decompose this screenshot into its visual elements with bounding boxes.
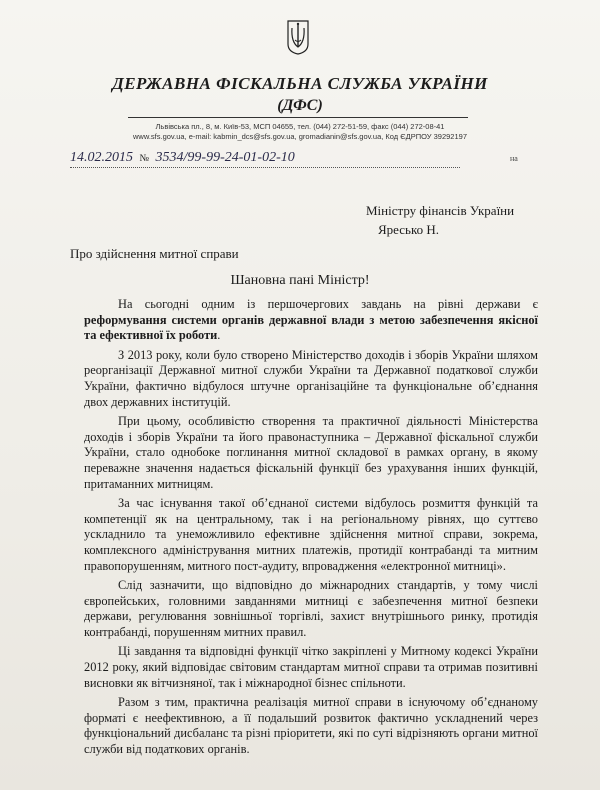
letterhead-divider (128, 117, 468, 118)
address-line-2: www.sfs.gov.ua, e-mail: kabmin_dcs@sfs.gov.ua, gromadianin@sfs.gov.ua, Код ЄДРПОУ 39292197 (132, 132, 467, 141)
paragraph-2: З 2013 року, коли було створено Міністерство доходів і зборів України шляхом реорганізації Державної митної служби України та Державної податкової служби України, фактично відбулося штучне організаційне та функціональне об’єднання двох державних інституцій. (84, 347, 538, 409)
letter-body (84, 297, 538, 762)
paragraph-3: При цьому, особливістю створення та практичної діяльності Міністерства доходів і зборів України та його правонаступника – Державної фіскальної служби України, стало однобоке поглинання митної складової в рамках органу, в якому переважне значення надається фіскальній функції без урахування інших функцій, притаманних митницям. (84, 414, 538, 491)
paragraph-7: Разом з тим, практична реалізація митної справи в існуючому об’єднаному форматі є неефективною, а її подальший розвиток фактично ускладнений через функціональний дисбаланс та різні пріоритети, які по суті відрізняють органи митної служби від податкових органів. (84, 695, 538, 757)
org-abbreviation: (ДФС) (277, 97, 323, 114)
paragraph-6: Ці завдання та відповідні функції чітко закріплені у Митному кодексі України 2012 року, який відповідає світовим стандартам митної справи та отримав позитивні висновки як вітчизняної, так і міжнародної бізнес спільноти. (84, 644, 538, 690)
paragraph-1 (84, 297, 538, 344)
paragraph-1-lead: На сьогодні одним із першочергових завдань на рівні держави є (118, 297, 538, 311)
addressee-name: Яресько Н. (378, 222, 440, 237)
address-line-1: Львівська пл., 8, м. Київ-53, МСП 04655, тел. (044) 272-51-59, факс (044) 272-08-41 (155, 122, 445, 131)
addressee-position: Міністру фінансів України (366, 203, 515, 218)
paragraph-1-end: . (217, 328, 221, 343)
salutation: Шановна пані Міністр! (230, 273, 370, 288)
org-name: ДЕРЖАВНА ФІСКАЛЬНА СЛУЖБА УКРАЇНИ (112, 74, 488, 93)
paragraph-5: Слід зазначити, що відповідно до міжнародних стандартів, у тому числі європейських, головними завданнями митниці є забезпечення митної безпеки держави, регулювання зовнішньої торгівлі, захист внутрішнього ринку, протидія контрабанді, порушенням митних правил. (84, 578, 538, 639)
addressee-block (366, 201, 514, 239)
registration-line (70, 150, 550, 166)
paragraph-4: За час існування такої об’єднаної системи відбулось розмиття функцій та компетенції як на центральному, так і на регіональному рівнях, що суттєво ускладнило та унеможливило ефективне здійснення митної справи, зокрема, комплексного адміністрування митних платежів, протидії контрабанді та митним правопорушенням, митного пост-аудиту, впровадження «електронної митниці». (84, 496, 538, 573)
registration-suffix: на (510, 154, 518, 163)
registration-number: 3534/99-99-24-01-02-10 (155, 150, 295, 165)
letter-subject: Про здійснення митної справи (70, 246, 239, 261)
trident-emblem-icon (285, 18, 311, 56)
paragraph-1-emphasis: реформування системи органів державної влади з метою забезпечення якісної та ефективної їх роботи (84, 312, 538, 343)
registration-date: 14.02.2015 (70, 150, 133, 165)
registration-underline (70, 167, 460, 168)
number-sign: № (139, 153, 150, 164)
